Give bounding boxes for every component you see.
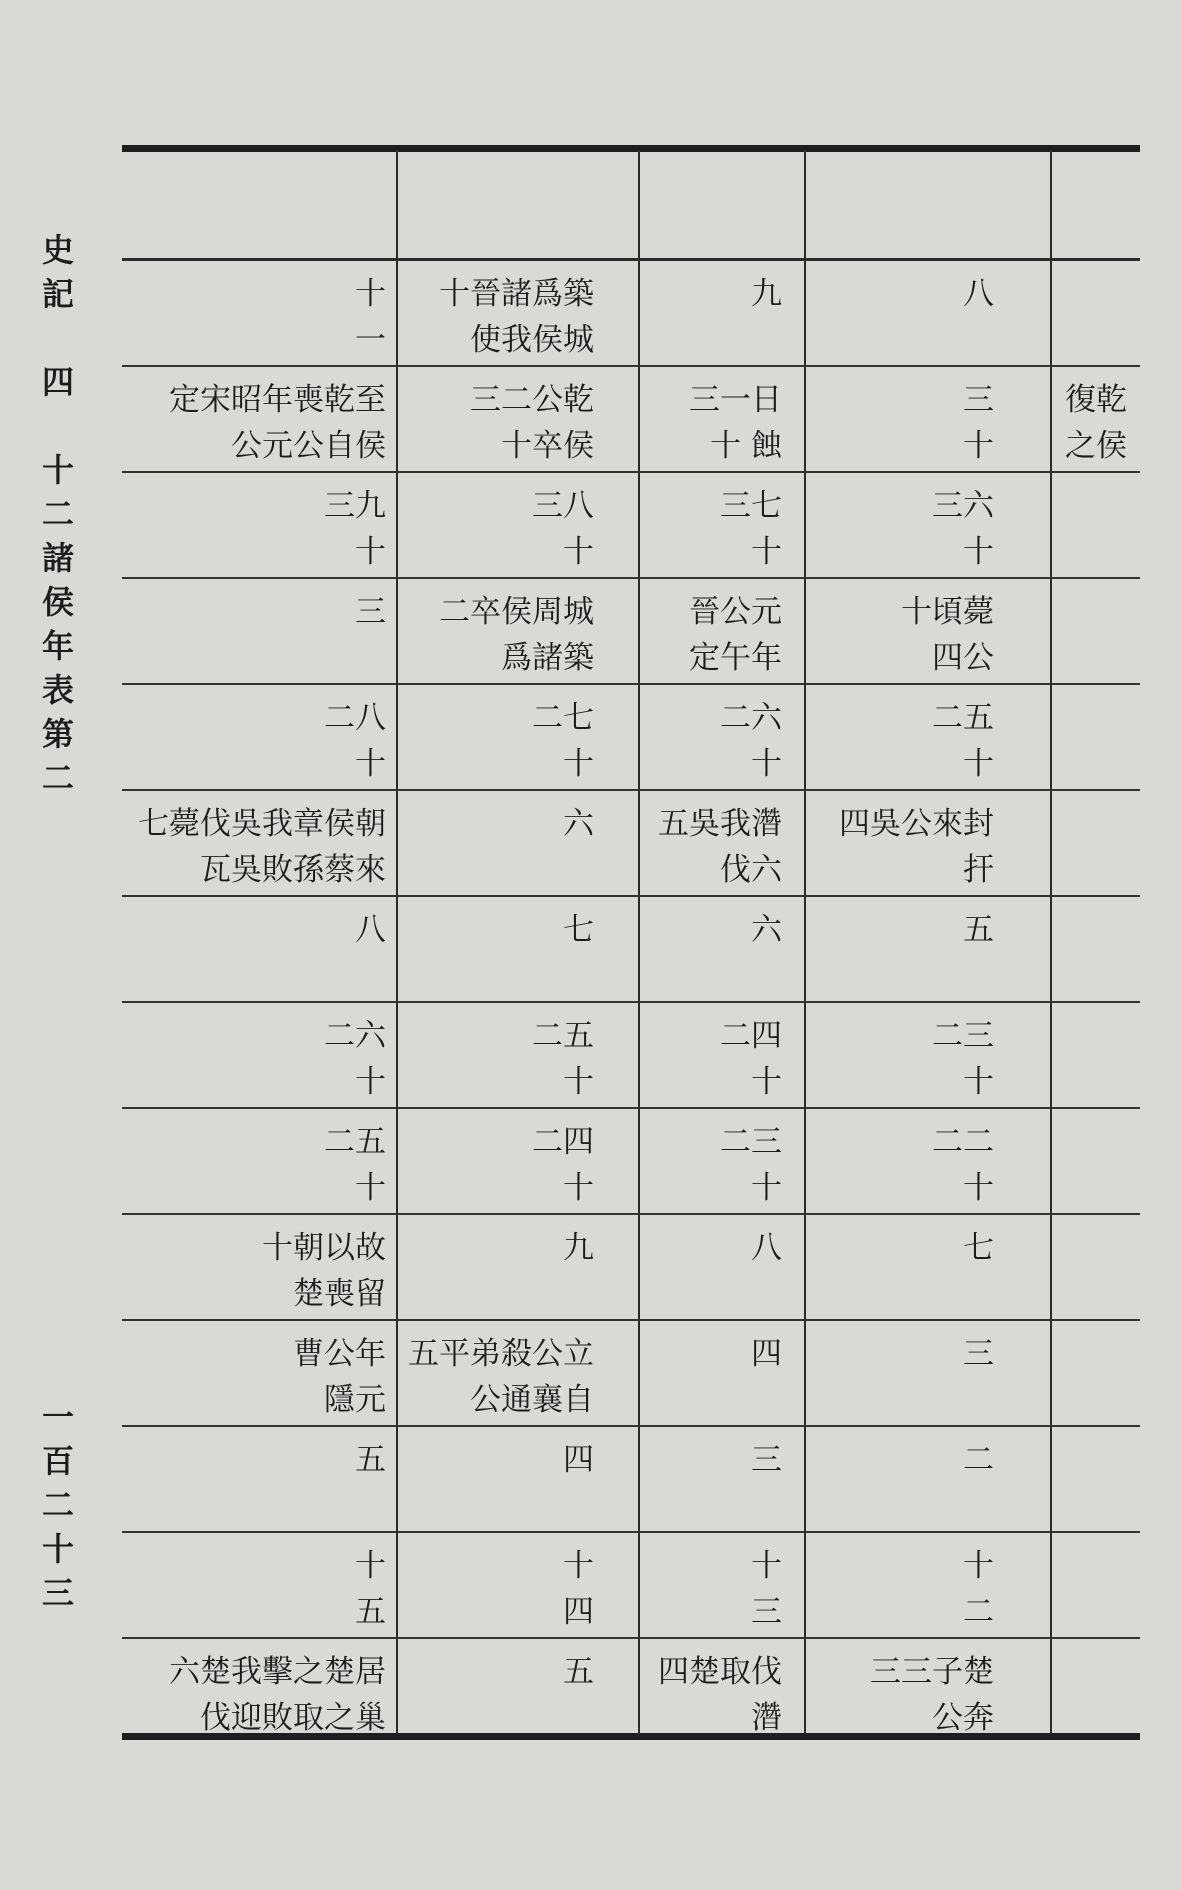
chronology-table xyxy=(122,261,1140,1736)
table-row xyxy=(122,1003,1140,1109)
table-row xyxy=(122,367,1140,473)
table-cell: 晉公元 定午年 xyxy=(689,594,782,676)
table-cell: 四 xyxy=(751,1336,782,1372)
table-cell: 三三子楚 公奔 xyxy=(870,1654,994,1736)
table-cell xyxy=(1047,695,1127,789)
table-cell xyxy=(1047,1437,1127,1531)
table-cell: 九 xyxy=(563,1230,594,1266)
table-cell: 二四 十 xyxy=(720,1018,782,1100)
table-cell: 十晉諸爲築 使我侯城 xyxy=(439,276,594,358)
table-cell: 三 xyxy=(355,594,386,630)
table-row xyxy=(122,685,1140,791)
table-cell: 三九 十 xyxy=(324,488,386,570)
table-cell xyxy=(1047,1543,1127,1637)
table-cell: 六 xyxy=(563,806,594,842)
table-cell: 復乾 之侯 xyxy=(1065,382,1127,464)
table-cell: 五平弟殺公立 公通襄自 xyxy=(408,1336,594,1418)
table-cell: 四 xyxy=(563,1442,594,1478)
table-cell: 十頃薨 四公 xyxy=(901,594,994,676)
table-cell: 五 xyxy=(563,1654,594,1690)
table-cell xyxy=(1047,907,1127,1001)
table-cell: 二二 十 xyxy=(932,1124,994,1206)
table-cell: 二七 十 xyxy=(532,700,594,782)
table-cell: 五吳我濳 伐六 xyxy=(658,806,782,888)
table-cell: 七 xyxy=(963,1230,994,1266)
table-cell xyxy=(1047,483,1127,577)
table-cell: 二五 十 xyxy=(324,1124,386,1206)
table-cell: 三 xyxy=(963,1336,994,1372)
table-row xyxy=(122,261,1140,367)
table-cell: 二卒侯周城 爲諸築 xyxy=(439,594,594,676)
table-cell xyxy=(1047,589,1127,683)
table-cell: 八 xyxy=(751,1230,782,1266)
table-cell: 七 xyxy=(563,912,594,948)
top-rule xyxy=(122,145,1140,152)
table-cell: 九 xyxy=(751,276,782,312)
table-row xyxy=(122,897,1140,1003)
table-cell xyxy=(1047,1013,1127,1107)
table-cell xyxy=(1047,1225,1127,1319)
table-cell: 五 xyxy=(963,912,994,948)
table-cell: 二五 十 xyxy=(532,1018,594,1100)
table-cell: 二八 十 xyxy=(324,700,386,782)
table-row xyxy=(122,1215,1140,1321)
table-cell: 七薨伐吳我章侯朝 瓦吳敗孫蔡來 xyxy=(138,806,386,888)
table-cell: 十 二 xyxy=(963,1548,994,1630)
table-cell: 二三 十 xyxy=(720,1124,782,1206)
table-cell: 三六 十 xyxy=(932,488,994,570)
table-cell: 六楚我擊之楚居 伐迎敗取之巢 xyxy=(169,1654,386,1736)
table-cell: 二五 十 xyxy=(932,700,994,782)
table-cell xyxy=(1047,271,1127,365)
table-row xyxy=(122,579,1140,685)
table-cell: 三七 十 xyxy=(720,488,782,570)
table-cell: 曹公年 隱元 xyxy=(293,1336,386,1418)
table-row xyxy=(122,473,1140,579)
table-cell: 二三 十 xyxy=(932,1018,994,1100)
table-cell: 十朝以故 楚喪留 xyxy=(262,1230,386,1312)
table-row xyxy=(122,1639,1140,1745)
running-head: 史 記 四 十 二 諸 侯 年 表 第 二 xyxy=(41,231,74,797)
table-cell: 三 xyxy=(751,1442,782,1478)
table-cell: 二六 十 xyxy=(324,1018,386,1100)
table-cell: 三二公乾 十卒侯 xyxy=(470,382,594,464)
table-cell: 定宋昭年喪乾至 公元公自侯 xyxy=(169,382,386,464)
table-row xyxy=(122,1427,1140,1533)
table-cell: 五 xyxy=(355,1442,386,1478)
table-cell: 四楚取伐濳 xyxy=(658,1654,782,1736)
table-cell: 八 xyxy=(355,912,386,948)
table-cell xyxy=(1047,1331,1127,1425)
table-cell xyxy=(1047,1649,1127,1743)
table-cell: 三八 十 xyxy=(532,488,594,570)
table-cell: 十 三 xyxy=(751,1548,782,1630)
table-cell: 十 一 xyxy=(355,276,386,358)
table-cell: 六 xyxy=(751,912,782,948)
table-cell: 三 十 xyxy=(963,382,994,464)
table-cell: 二 xyxy=(963,1442,994,1478)
table-row xyxy=(122,1109,1140,1215)
table-cell: 八 xyxy=(963,276,994,312)
table-cell: 二四 十 xyxy=(532,1124,594,1206)
table-cell xyxy=(1047,801,1127,895)
table-row xyxy=(122,791,1140,897)
table-cell: 二六 十 xyxy=(720,700,782,782)
page-number: 一 百 二 十 三 xyxy=(41,1398,74,1612)
table-cell: 三一日 十 蝕 xyxy=(689,382,782,464)
table-row xyxy=(122,1533,1140,1639)
table-row xyxy=(122,1321,1140,1427)
table-cell: 十 四 xyxy=(563,1548,594,1630)
table-cell: 十 五 xyxy=(355,1548,386,1630)
table-cell: 四吳公來封扞 xyxy=(839,806,994,888)
table-cell xyxy=(1047,1119,1127,1213)
